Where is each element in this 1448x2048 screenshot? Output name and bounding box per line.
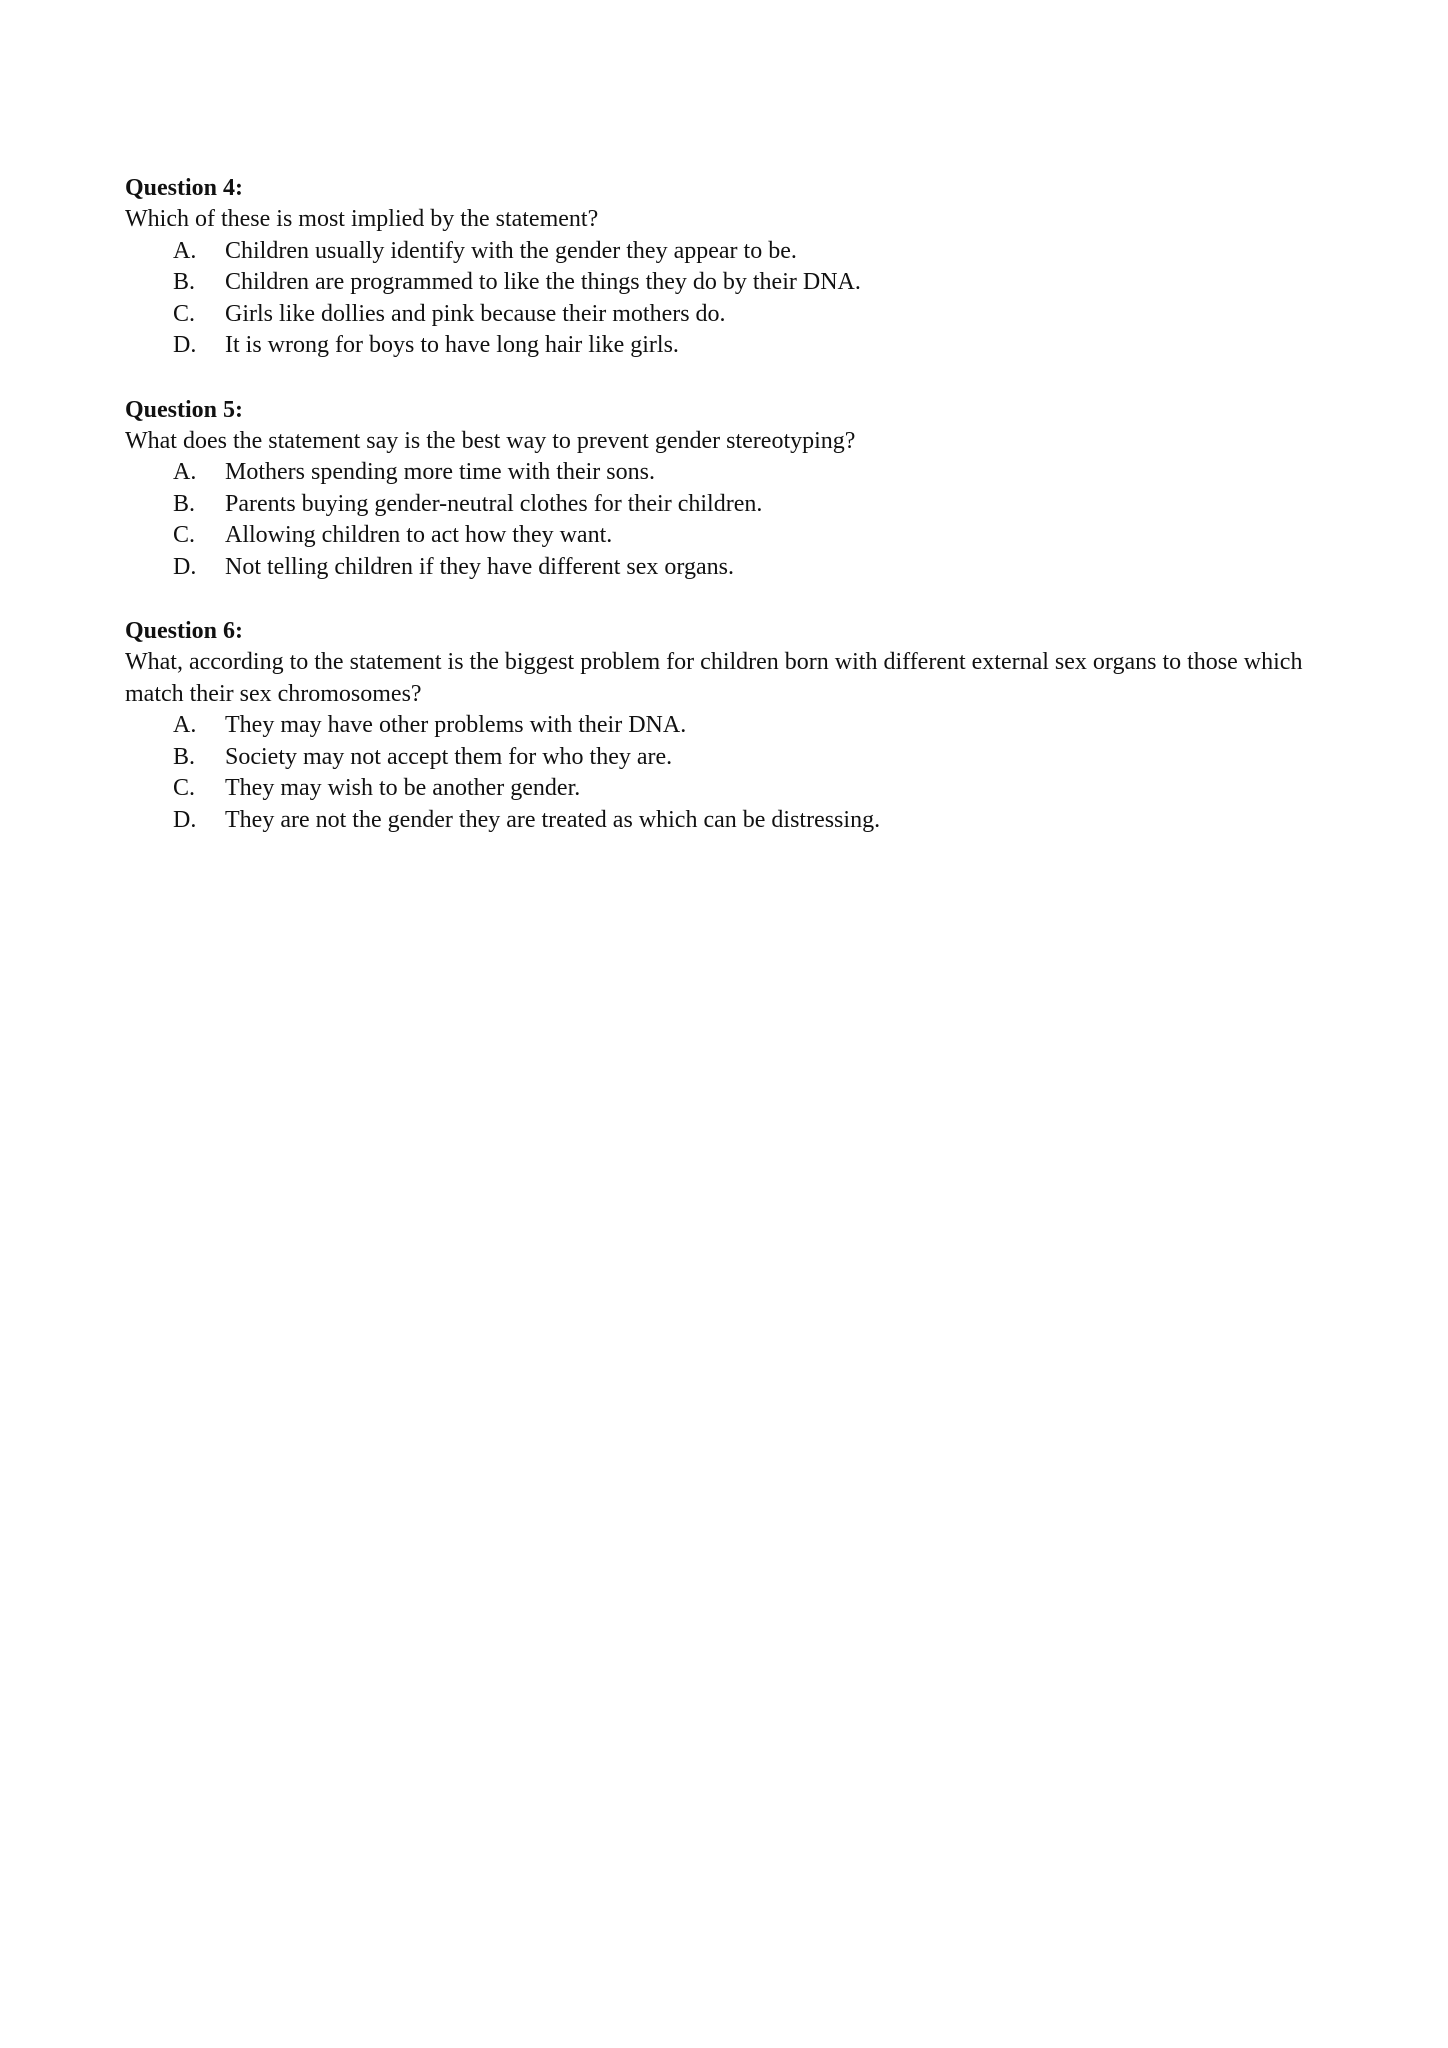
answer-option-d [125, 805, 1335, 837]
option-letter: D. [173, 332, 197, 358]
answer-option-b [125, 742, 1335, 774]
option-text: Children are programmed to like the things they do by their DNA. [225, 269, 861, 295]
answer-options [125, 457, 1335, 583]
answer-option-a [125, 236, 1335, 268]
answer-options [125, 710, 1335, 836]
question-heading: Question 4: [125, 175, 244, 201]
answer-options [125, 236, 1335, 362]
answer-option-a [125, 710, 1335, 742]
option-letter: B. [173, 269, 196, 295]
question-prompt: What, according to the statement is the biggest problem for children born with different external sex organs to those which match their sex chromosomes? [125, 649, 1303, 707]
answer-option-c [125, 773, 1335, 805]
option-letter: C. [173, 775, 196, 801]
option-letter: A. [173, 237, 197, 264]
answer-option-c [125, 299, 1335, 331]
option-text: Society may not accept them for who they are. [225, 743, 673, 770]
option-letter: A. [173, 712, 197, 738]
option-text: It is wrong for boys to have long hair like girls. [225, 332, 679, 358]
question-prompt: What does the statement say is the best way to prevent gender stereotyping? [125, 427, 856, 454]
option-text: They may wish to be another gender. [225, 775, 581, 801]
option-letter: C. [173, 522, 196, 548]
question-6 [125, 615, 1335, 836]
option-text: Parents buying gender-neutral clothes for their children. [225, 490, 763, 517]
option-text: They are not the gender they are treated as which can be distressing. [225, 806, 881, 833]
question-heading: Question 6: [125, 618, 244, 644]
question-prompt: Which of these is most implied by the statement? [125, 206, 599, 232]
option-text: Girls like dollies and pink because their mothers do. [225, 300, 726, 327]
answer-option-c [125, 520, 1335, 552]
answer-option-d [125, 330, 1335, 362]
option-letter: A. [173, 459, 197, 485]
option-text: Not telling children if they have different sex organs. [225, 553, 734, 580]
answer-option-b [125, 267, 1335, 299]
question-heading: Question 5: [125, 396, 244, 423]
question-4 [125, 172, 1335, 362]
question-5 [125, 394, 1335, 584]
option-letter: D. [173, 806, 197, 833]
answer-option-a [125, 457, 1335, 489]
option-letter: C. [173, 300, 196, 327]
document-page [125, 172, 1335, 868]
option-letter: B. [173, 490, 196, 517]
option-text: Allowing children to act how they want. [225, 522, 613, 548]
option-text: Mothers spending more time with their sons. [225, 459, 655, 485]
answer-option-b [125, 489, 1335, 521]
answer-option-d [125, 552, 1335, 584]
option-letter: D. [173, 553, 197, 580]
option-letter: B. [173, 743, 196, 770]
option-text: Children usually identify with the gender they appear to be. [225, 237, 797, 264]
option-text: They may have other problems with their DNA. [225, 712, 687, 738]
